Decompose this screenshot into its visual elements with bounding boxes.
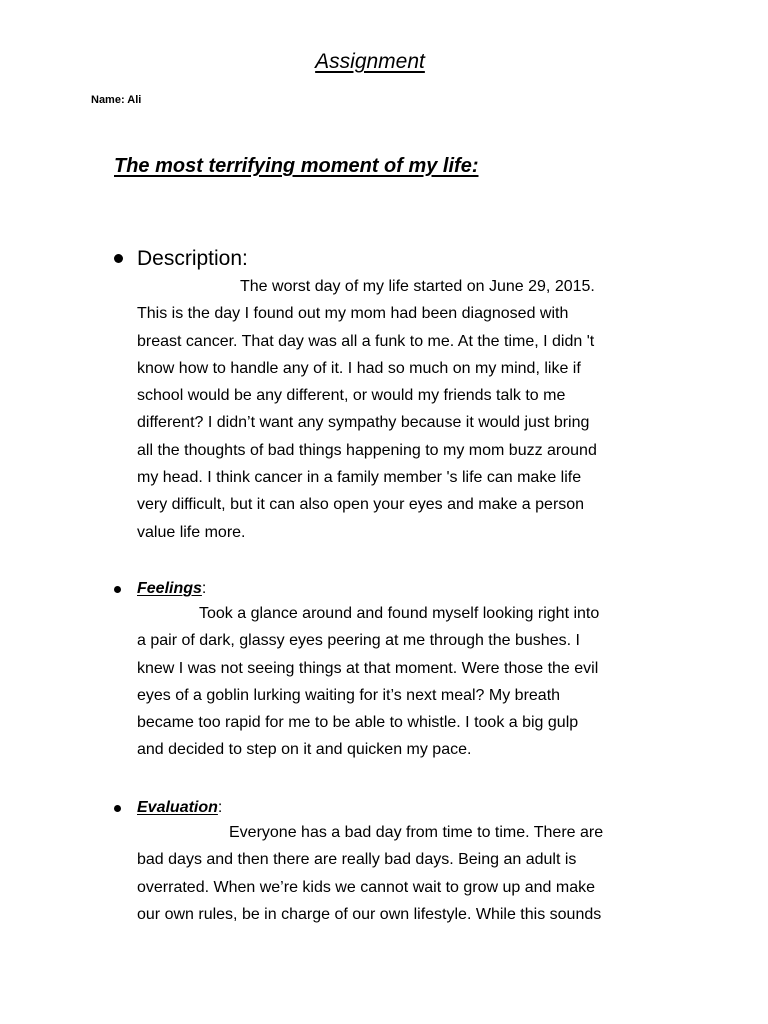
section-body-description: [114, 273, 684, 546]
section-heading-feelings: [114, 578, 684, 600]
paragraph-line: bad days and then there are really bad days. Being an adult is: [137, 851, 577, 869]
paragraph-line: Everyone has a bad day from time to time. There are: [229, 824, 604, 841]
bullet-icon: [114, 254, 123, 263]
section-heading-label: Feelings: [137, 580, 202, 597]
section-body-evaluation: [114, 819, 684, 928]
paragraph-line: knew I was not seeing things at that moment. Were those the evil: [137, 659, 599, 677]
paragraph-line: value life more.: [137, 523, 246, 541]
paragraph-line: and decided to step on it and quicken my pace.: [137, 741, 472, 759]
document-header-title: Assignment: [315, 50, 425, 73]
paragraph-line: became too rapid for me to be able to whistle. I took a big gulp: [137, 714, 579, 732]
paragraph-line: know how to handle any of it. I had so much on my mind, like if: [137, 359, 581, 377]
paragraph-line: eyes of a goblin lurking waiting for it’s next meal? My breath: [137, 686, 561, 704]
section-heading-description: [114, 245, 684, 273]
paragraph-line: very difficult, but it can also open your eyes and make a person: [137, 496, 585, 514]
paragraph-line: all the thoughts of bad things happening to my mom buzz around: [137, 441, 597, 459]
paragraph-line: my head. I think cancer in a family member 's life can make life: [137, 469, 582, 487]
paragraph-line: different? I didn’t want any sympathy because it would just bring: [137, 414, 590, 432]
paragraph-line: overrated. When we’re kids we cannot wait to grow up and make: [137, 878, 596, 896]
paragraph-line: a pair of dark, glassy eyes peering at me through the bushes. I: [137, 632, 580, 650]
paragraph-line: our own rules, be in charge of our own lifestyle. While this sounds: [137, 905, 602, 923]
bullet-icon: [114, 805, 121, 812]
student-name-line: Name: Ali: [91, 94, 142, 106]
paragraph-line: Took a glance around and found myself looking right into: [199, 605, 600, 622]
essay-title: The most terrifying moment of my life:: [114, 155, 479, 177]
section-evaluation: [114, 797, 684, 928]
paragraph-line: The worst day of my life started on June 29, 2015.: [240, 278, 595, 295]
heading-colon: :: [217, 799, 223, 816]
paragraph-line: This is the day I found out my mom had been diagnosed with: [137, 305, 569, 323]
section-heading-label: Description:: [137, 247, 248, 270]
section-body-feelings: [114, 600, 684, 764]
section-feelings: [114, 578, 684, 764]
paragraph-line: breast cancer. That day was all a funk to me. At the time, I didn 't: [137, 332, 595, 350]
section-heading-evaluation: [114, 797, 684, 819]
bullet-icon: [114, 586, 121, 593]
paragraph-line: school would be any different, or would my friends talk to me: [137, 387, 566, 405]
section-description: [114, 245, 684, 546]
heading-colon: :: [201, 580, 207, 597]
section-heading-label: Evaluation: [137, 799, 218, 816]
